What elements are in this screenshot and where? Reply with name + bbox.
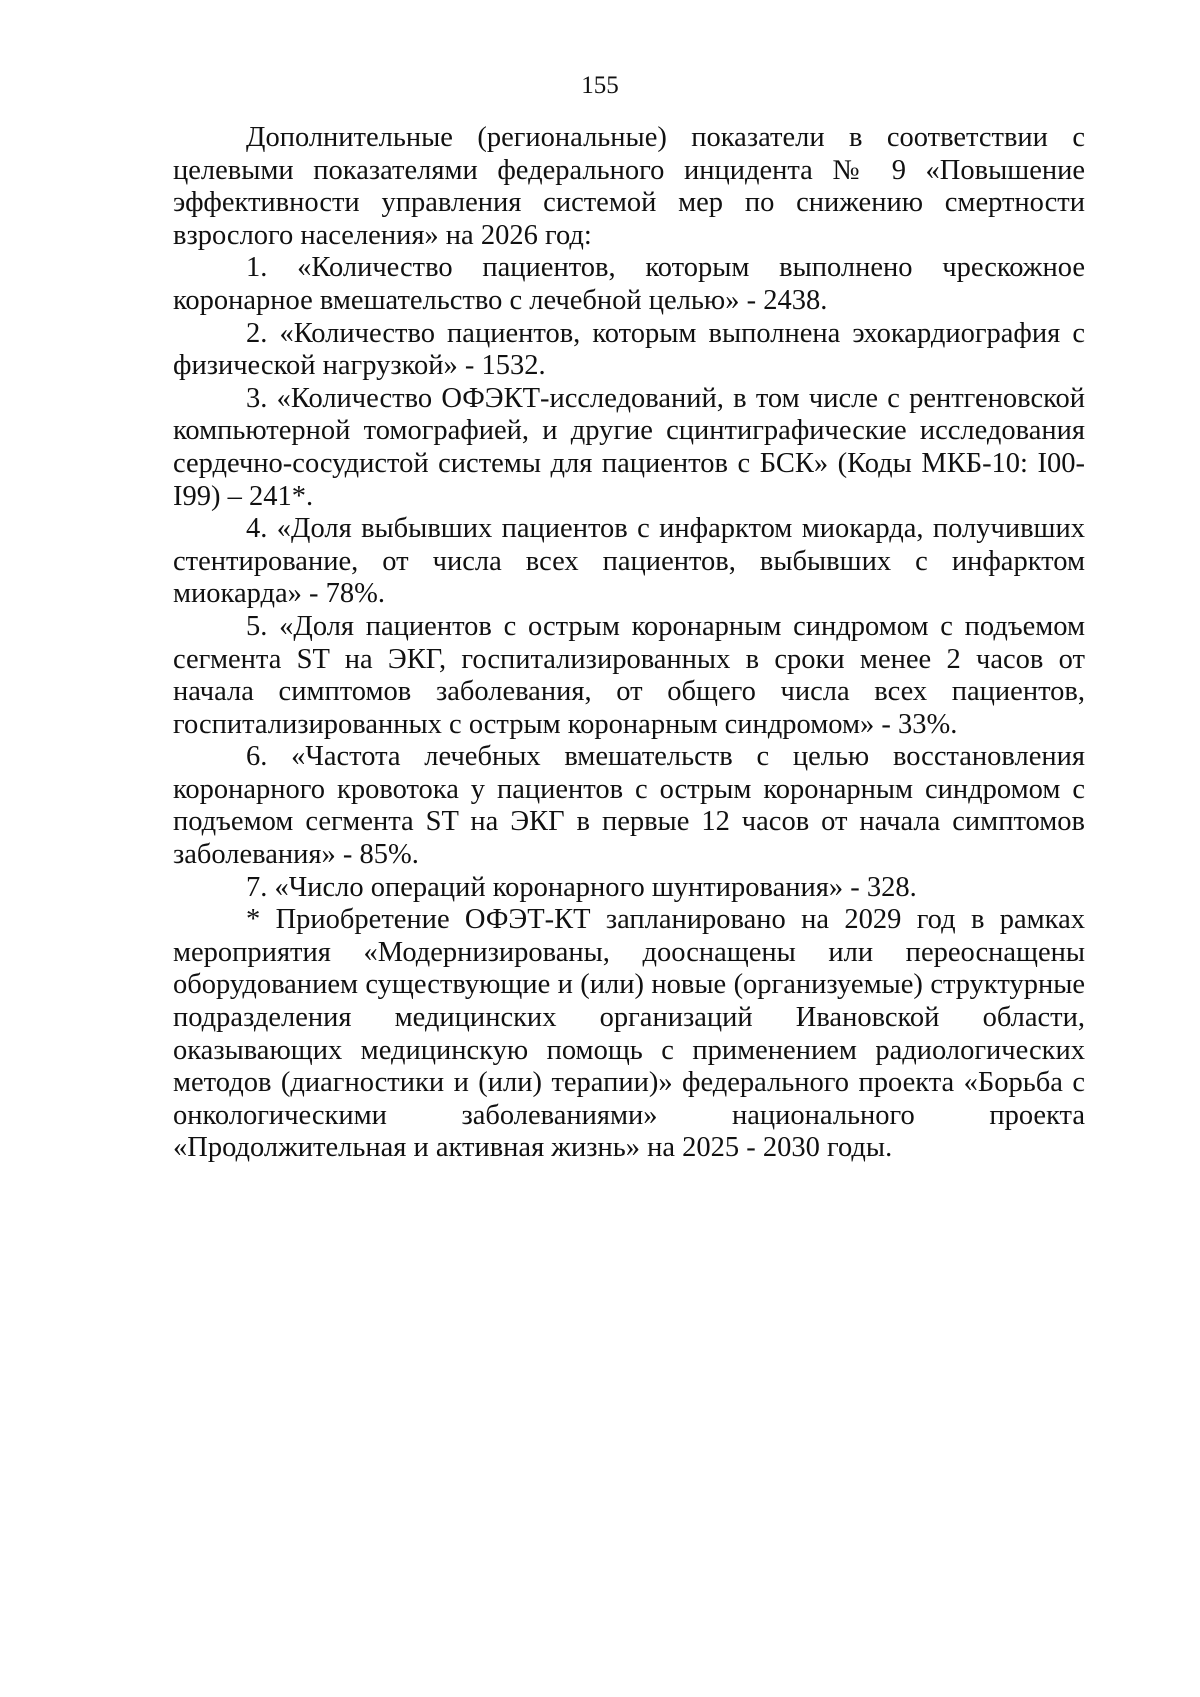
document-body: [173, 122, 1085, 1165]
indicator-6-paragraph: 6. «Частота лечебных вмешательств с целью восстановления коронарного кровотока у пациентов с острым коронарным синдромом с подъемом сегмента ST на ЭКГ в первые 12 часов от начала симптомов заболевания» - 85%.: [173, 741, 1085, 871]
intro-paragraph: Дополнительные (региональные) показатели в соответствии с целевыми показателями федерального инцидента № 9 «Повышение эффективности управления системой мер по снижению смертности взрослого населения» на 2026 год:: [173, 122, 1085, 251]
indicator-7-paragraph: 7. «Число операций коронарного шунтирования» - 328.: [246, 871, 917, 903]
footnote-paragraph: * Приобретение ОФЭТ-КТ запланировано на 2029 год в рамках мероприятия «Модернизированы, дооснащены или переоснащены оборудованием существующие и (или) новые (организуемые) структурные подразделения медицинских организаций Ивановской области, оказывающих медицинскую помощь с применением радиологических методов (диагностики и (или) терапии)» федерального проекта «Борьба с онкологическими заболеваниями» национального проекта «Продолжительная и активная жизнь» на 2025 - 2030 годы.: [173, 904, 1085, 1164]
indicator-2-paragraph: 2. «Количество пациентов, которым выполнена эхокардиография с физической нагрузкой» - 1532.: [173, 317, 1085, 382]
indicator-4-paragraph: 4. «Доля выбывших пациентов с инфарктом миокарда, получивших стентирование, от числа всех пациентов, выбывших с инфарктом миокарда» - 78%.: [173, 513, 1085, 610]
indicator-1-paragraph: 1. «Количество пациентов, которым выполнено чрескожное коронарное вмешательство с лечебной целью» - 2438.: [173, 252, 1085, 316]
indicator-3-paragraph: 3. «Количество ОФЭКТ-исследований, в том числе с рентгеновской компьютерной томографией, и другие сцинтиграфические исследования сердечно-сосудистой системы для пациентов с БСК» (Коды МКБ-10: I00-I99) – 241*.: [173, 382, 1085, 512]
page-number: 155: [581, 72, 619, 99]
indicator-5-paragraph: 5. «Доля пациентов с острым коронарным синдромом с подъемом сегмента ST на ЭКГ, госпитализированных в сроки менее 2 часов от начала симптомов заболевания, от общего числа всех пациентов, госпитализированных с острым коронарным синдромом» - 33%.: [173, 610, 1085, 740]
